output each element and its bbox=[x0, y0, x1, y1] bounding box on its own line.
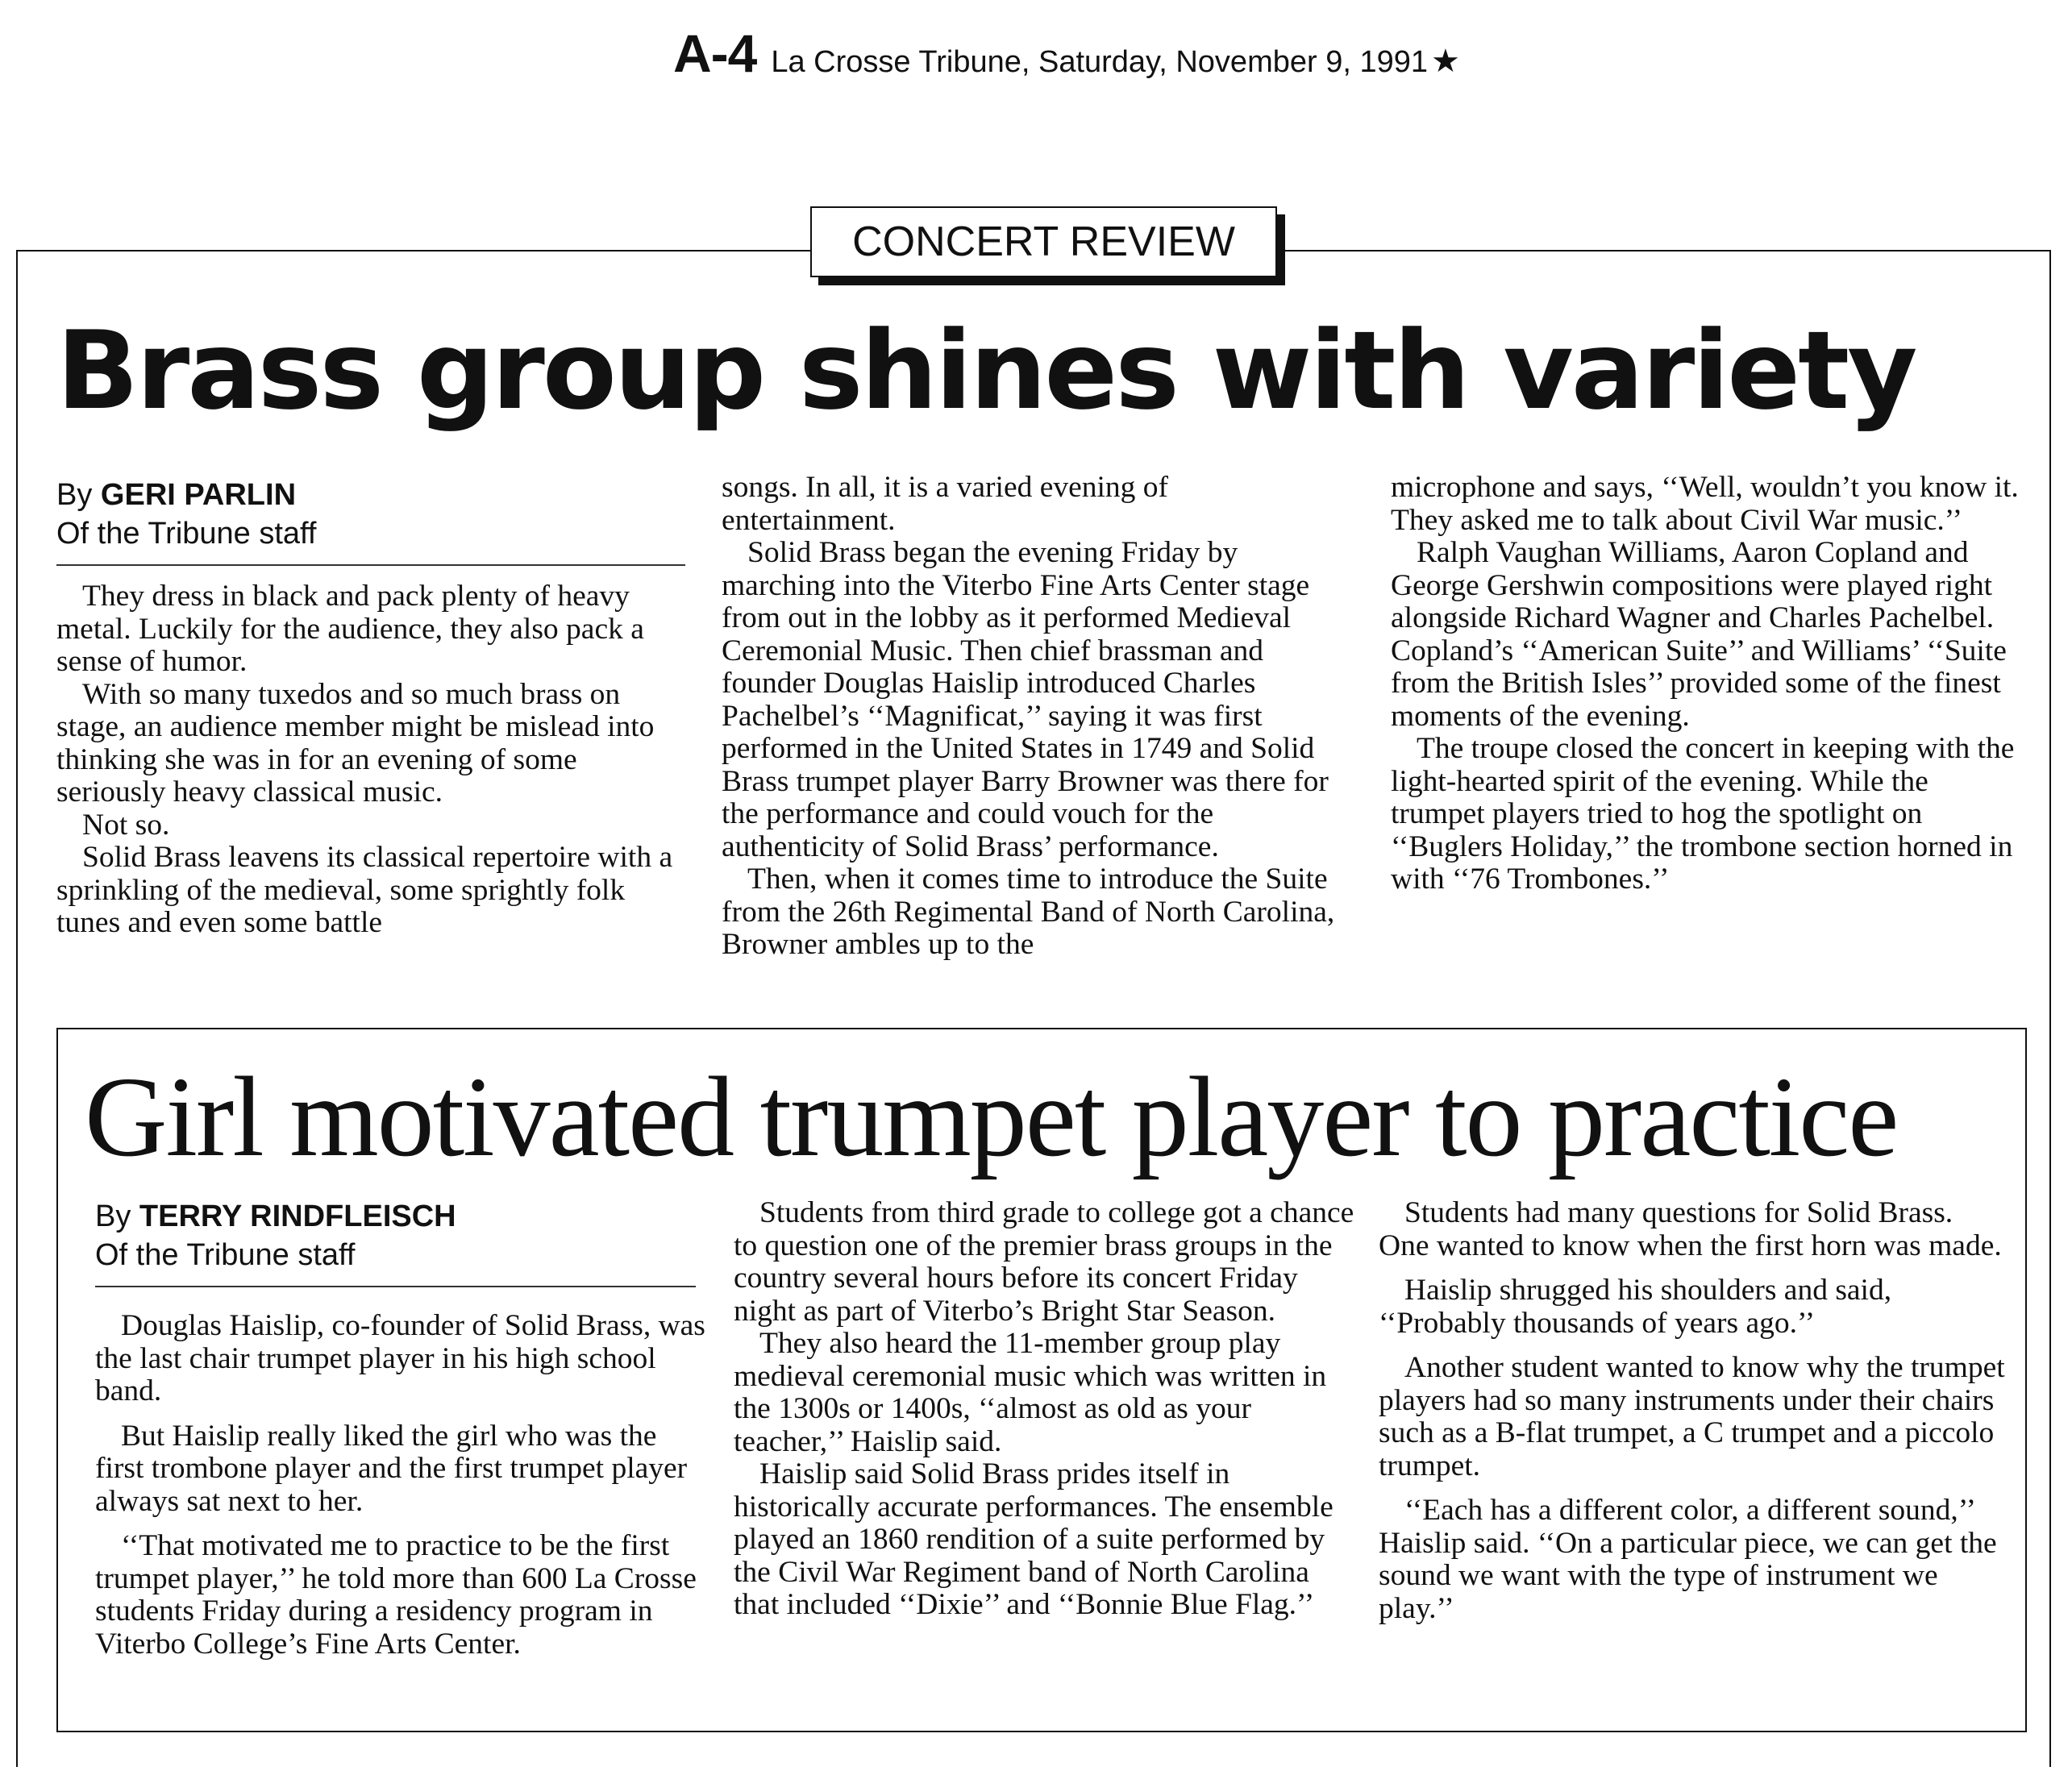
section-label: CONCERT REVIEW bbox=[810, 206, 1277, 277]
paragraph: Students had many questions for Solid Brass. One wanted to know when the first horn was made. bbox=[1379, 1196, 2002, 1262]
byline-divider bbox=[56, 564, 685, 566]
byline bbox=[56, 476, 701, 553]
headline: Brass group shines with variety bbox=[56, 308, 1916, 434]
paragraph: Haislip shrugged his shoulders and said, ‘‘Probably thousands of years ago.’’ bbox=[1379, 1274, 1892, 1340]
paragraph: With so many tuxedos and so much brass on stage, an audience member might be mislead into thinking she was in for an evening of some seriously heavy classical music. bbox=[56, 677, 655, 809]
article-column bbox=[95, 1310, 708, 1713]
author-affiliation: Of the Tribune staff bbox=[56, 517, 317, 551]
star-icon: ★ bbox=[1430, 43, 1460, 80]
byline bbox=[95, 1197, 740, 1274]
paragraph: They also heard the 11-member group play medieval ceremonial music which was written in the 1300s or 1400s, ‘‘almost as old as your teacher,’’ Haislip said. bbox=[734, 1327, 1327, 1458]
paragraph: Solid Brass began the evening Friday by marching into the Viterbo Fine Arts Center stage from out in the lobby as it performed Medieval Ceremonial Music. Then chief brassman and founder Douglas Haislip introduced Charles Pachelbel’s ‘‘Magnificat,’’ saying it was first performed in the United States in 1749 and Solid Brass trumpet player Barry Browner was there for the performance and could vouch for the authenticity of Solid Brass’ performance. bbox=[722, 536, 1329, 863]
publication-dateline: La Crosse Tribune, Saturday, November 9, 1991 bbox=[771, 45, 1428, 79]
paragraph: ‘‘Each has a different color, a different sound,’’ Haislip said. ‘‘On a particular piece, we can get the sound we want with the type of instrument we play.’’ bbox=[1379, 1494, 1997, 1625]
author-affiliation: Of the Tribune staff bbox=[95, 1238, 356, 1272]
page-number: A-4 bbox=[673, 23, 757, 83]
byline-divider bbox=[95, 1286, 696, 1287]
paragraph: Douglas Haislip, co-founder of Solid Brass, was the last chair trumpet player in his high school band. bbox=[95, 1309, 705, 1407]
author-name: TERRY RINDFLEISCH bbox=[139, 1199, 456, 1233]
article-column bbox=[1391, 472, 2028, 996]
paragraph: Haislip said Solid Brass prides itself in historically accurate performances. The ensemble played an 1860 rendition of a suite performed by the Civil War Regiment band of North Carolina that included ‘‘Dixie’’ and ‘‘Bonnie Blue Flag.’’ bbox=[734, 1457, 1333, 1621]
article-column bbox=[56, 580, 693, 996]
paragraph: Ralph Vaughan Williams, Aaron Copland and George Gershwin compositions were played right alongside Richard Wagner and Charles Pachelbel. Copland’s ‘‘American Suite’’ and Williams’ ‘‘Suite from the British Isles’’ provided some of the finest moments of the evening. bbox=[1391, 536, 2007, 733]
byline-prefix: By bbox=[56, 478, 93, 512]
paragraph: Another student wanted to know why the trumpet players had so many instruments under their chairs such as a B-flat trumpet, a C trumpet and a piccolo trumpet. bbox=[1379, 1351, 2005, 1482]
article-column bbox=[734, 1197, 1354, 1713]
paragraph: The troupe closed the concert in keeping with the light-hearted spirit of the evening. While the trumpet players tried to hog the spotlight on ‘‘Buglers Holiday,’’ the trombone section horned in with ‘‘76 Trombones.’’ bbox=[1391, 732, 2015, 896]
paragraph: Students from third grade to college got a chance to question one of the premier brass groups in the country several hours before its concert Friday night as part of Viterbo’s Bright Star Season. bbox=[734, 1196, 1354, 1328]
headline: Girl motivated trumpet player to practice bbox=[85, 1053, 1898, 1180]
paragraph: ‘‘That motivated me to practice to be the first trumpet player,’’ he told more than 600 La Crosse students Friday during a residency program in Viterbo College’s Fine Arts Center. bbox=[95, 1529, 697, 1661]
byline-prefix: By bbox=[95, 1199, 131, 1233]
paragraph: Then, when it comes time to introduce the Suite from the 26th Regimental Band of North Carolina, Browner ambles up to the bbox=[722, 863, 1335, 961]
paragraph: They dress in black and pack plenty of heavy metal. Luckily for the audience, they also pack a sense of humor. bbox=[56, 580, 644, 678]
paragraph: Solid Brass leavens its classical repertoire with a sprinkling of the medieval, some sprightly folk tunes and even some battle bbox=[56, 841, 673, 939]
page-header bbox=[673, 23, 1460, 95]
paragraph: songs. In all, it is a varied evening of entertainment. bbox=[722, 471, 1169, 537]
article-column bbox=[722, 472, 1342, 996]
paragraph: microphone and says, ‘‘Well, wouldn’t you know it. They asked me to talk about Civil War music.’’ bbox=[1391, 471, 2019, 537]
paragraph: Not so. bbox=[82, 808, 170, 842]
article-column bbox=[1379, 1197, 2008, 1713]
paragraph: But Haislip really liked the girl who was the first trombone player and the first trumpet player always sat next to her. bbox=[95, 1419, 688, 1518]
author-name: GERI PARLIN bbox=[100, 478, 297, 512]
